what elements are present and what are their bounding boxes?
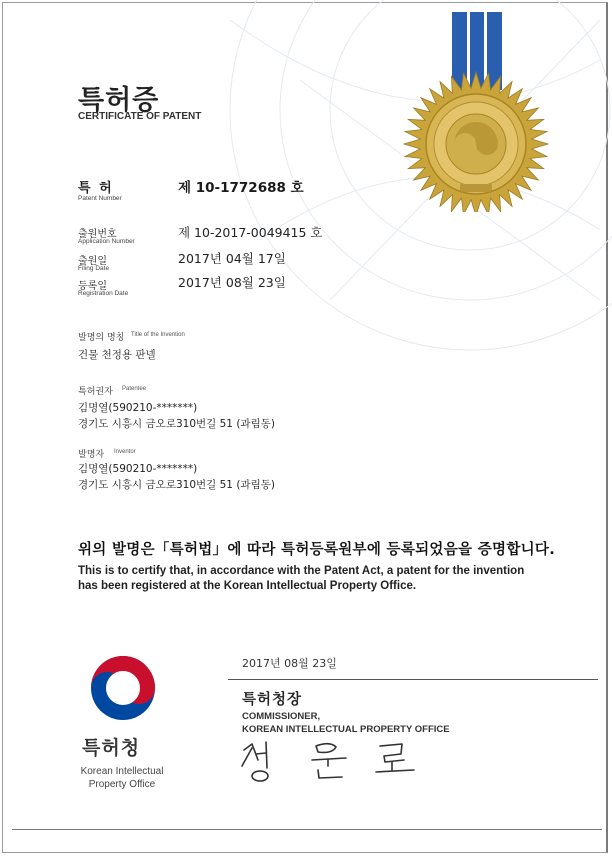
bottom-rule xyxy=(12,829,602,830)
inventor-name: 김명열(590210-*******) xyxy=(78,463,198,475)
inventor-address: 경기도 시흥시 금오로310번길 51 (과림동) xyxy=(78,479,275,491)
filing-date: 2017년 04월 17일 xyxy=(178,251,286,266)
signature-divider xyxy=(228,679,598,680)
registration-date: 2017년 08월 23일 xyxy=(178,275,286,290)
certificate-title: 특허증 xyxy=(78,85,160,116)
application-label: 출원번호 xyxy=(78,229,117,240)
patentee-label-en: Patentee xyxy=(122,386,147,392)
patent-number: 제 10-1772688 호 xyxy=(178,180,304,196)
certificate-subtitle: CERTIFICATE OF PATENT xyxy=(78,111,202,122)
application-label-en: Application Number xyxy=(78,238,135,245)
patent-label-en: Patent Number xyxy=(78,195,122,202)
commissioner-title-en xyxy=(242,710,450,736)
application-number: 제 10-2017-0049415 호 xyxy=(178,225,323,240)
patentee-label: 특허권자 xyxy=(78,387,113,397)
office-name-en xyxy=(70,765,174,791)
office-name-en-line1: Korean Intellectual xyxy=(80,766,164,777)
certification-statement-ko: 위의 발명은「특허법」에 따라 특허등록원부에 등록되었음을 증명합니다. xyxy=(78,542,556,558)
certification-statement-en xyxy=(78,564,524,594)
statement-en-line2: has been registered at the Korean Intellectual Property Office. xyxy=(78,580,417,592)
statement-en-line1: This is to certify that, in accordance with the Patent Act, a patent for the invention xyxy=(78,565,525,577)
commissioner-title-ko: 특허청장 xyxy=(242,692,303,708)
commissioner-en-line1: COMMISSIONER, xyxy=(242,711,321,722)
filing-date-label-en: Filing Date xyxy=(78,265,110,272)
invention-title: 건물 천정용 판넬 xyxy=(78,349,156,361)
patent-label: 특 허 xyxy=(78,181,114,196)
commissioner-signature xyxy=(238,738,428,784)
office-name-ko: 특허청 xyxy=(82,737,141,759)
patentee-name: 김명열(590210-*******) xyxy=(78,402,198,414)
registration-date-label: 등록일 xyxy=(78,281,107,292)
invention-title-label-en: Title of the Invention xyxy=(131,332,185,338)
gold-seal xyxy=(396,12,556,212)
office-name-en-line2: Property Office xyxy=(88,779,156,790)
commissioner-en-line2: KOREAN INTELLECTUAL PROPERTY OFFICE xyxy=(242,724,450,735)
invention-title-label: 발명의 명칭 xyxy=(78,333,125,343)
registration-date-label-en: Registration Date xyxy=(78,290,129,297)
issue-date: 2017년 08월 23일 xyxy=(242,657,337,670)
kipo-logo-icon xyxy=(88,653,158,723)
filing-date-label: 출원일 xyxy=(78,256,107,267)
inventor-label: 발명자 xyxy=(78,450,105,460)
inventor-label-en: Inventor xyxy=(114,449,136,455)
patentee-address: 경기도 시흥시 금오로310번길 51 (과림동) xyxy=(78,418,275,430)
